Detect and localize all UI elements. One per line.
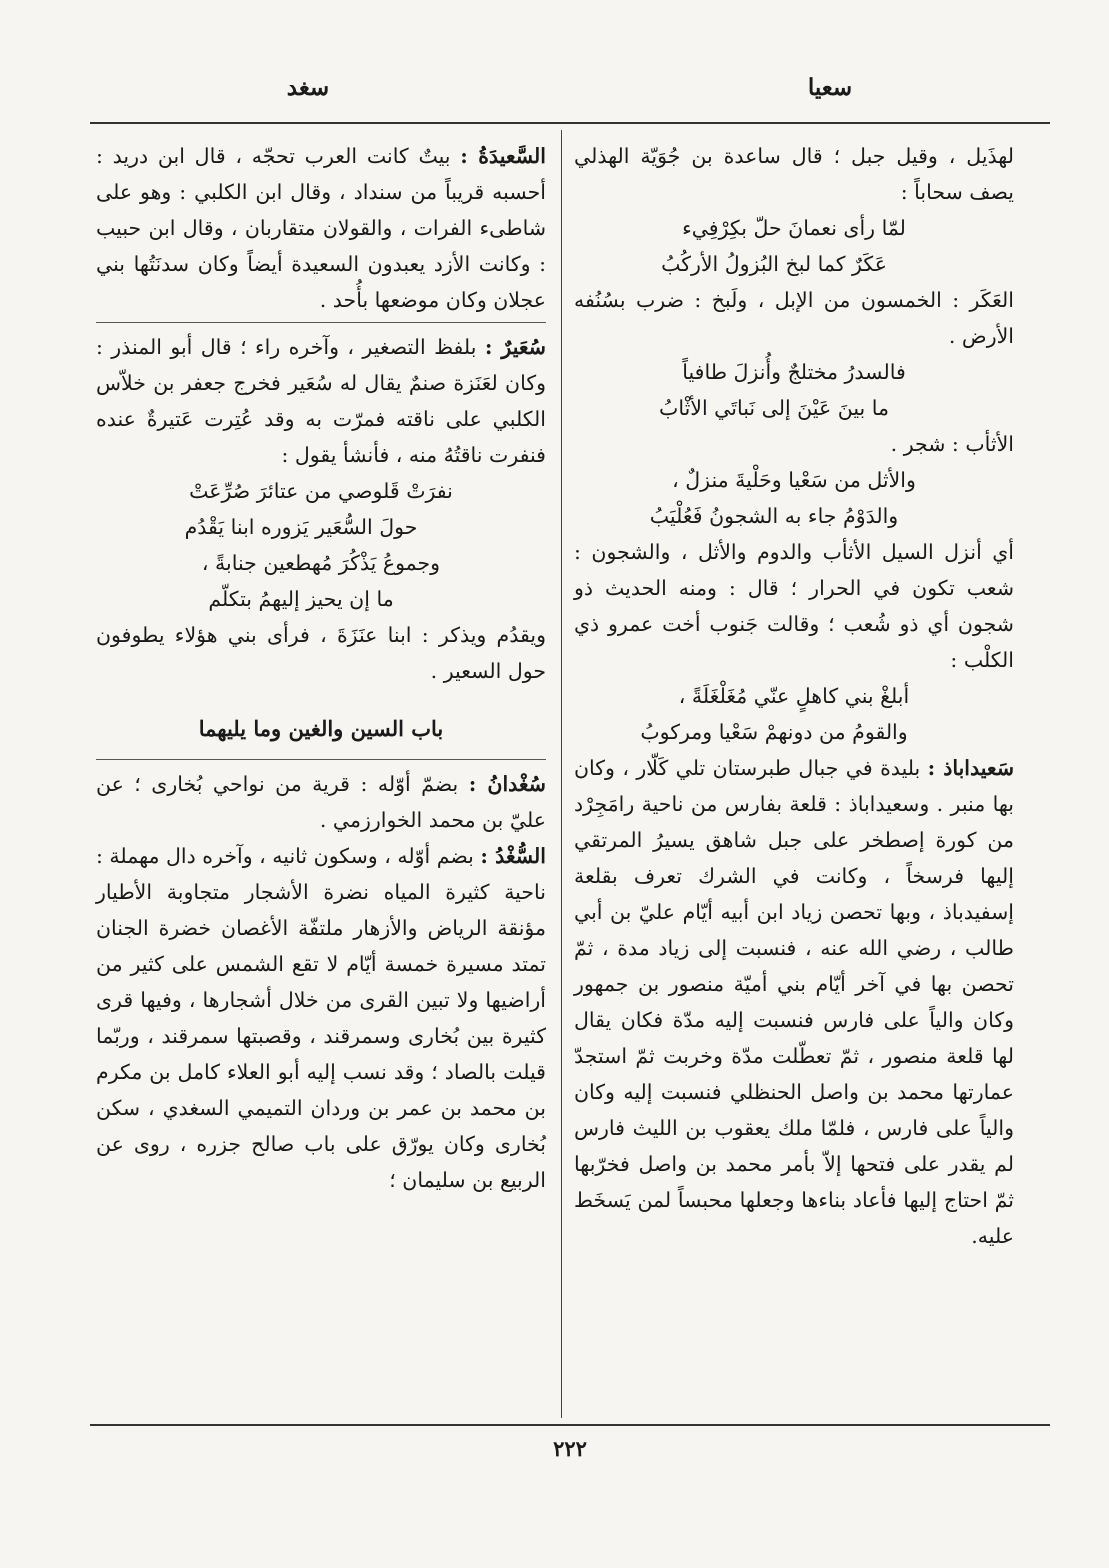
paragraph: لهذَيل ، وقيل جبل ؛ قال ساعدة بن جُوَيّة الهذلي يصف سحاباً : [574, 144, 1014, 204]
paragraph: الأثأب : شجر . [890, 432, 1014, 456]
entry-headword: سُعَيرٌ : [484, 335, 546, 359]
entry-separator [96, 322, 546, 323]
verse-line: فالسدرُ مختلجٌ وأُنزلَ طافياً [682, 360, 906, 384]
verse-line: والدَوْمُ جاء به الشجونُ فَعُلْيَبُ [649, 504, 899, 528]
verse-line: وجموعُ يَذْكُرَ مُهطعين جنابةً ، [201, 551, 441, 575]
dictionary-entry [96, 838, 546, 1198]
verse-line: والأثل من سَعْيا وحَلْيةَ منزلٌ ، [672, 468, 916, 492]
top-rule [90, 122, 1050, 124]
verse-line: ما بينَ عَيْنَ إلى نَباتَي الأثْابُ [659, 396, 889, 420]
verse-line: والقومُ من دونهمْ سَعْيا ومركوبُ [640, 720, 908, 744]
verse-line: عَكَرٌ كما لبخ البُزولُ الأركُبُ [661, 252, 887, 276]
paragraph: ويقدُم ويذكر : ابنا عنَزَةَ ، فرأى بني هؤلاء يطوفون حول السعير . [96, 623, 546, 683]
entry-headword: السُّغْدُ : [480, 844, 546, 868]
verse-line: حولَ السُّعَير يَزوره ابنا يَقْدُم [184, 515, 418, 539]
dictionary-entry [574, 750, 1014, 1254]
verse-line: نفرَتْ قَلوصي من عتائرَ صُرِّعَتْ [189, 479, 453, 503]
left-column [96, 138, 546, 1198]
entry-body: بضم أوّله ، وسكون ثانيه ، وآخره دال مهملة : ناحية كثيرة المياه نضرة الأشجار متجاوبة الأطيار مؤنقة الرياض والأزهار ملتفّة الأغصان خضرة الجنان تمتد مسيرة خمسة أيّام لا تقع الشمس على كثير من أراضيها ولا تبين القرى من خلال أشجارها ، وفيها قرى كثيرة بين بُخارى وسمرقند ، وقصبتها سمرقند ، وربّما قيلت بالصاد ؛ وقد نسب إليه أبو العلاء كامل بن مكرم بن محمد بن عمر بن وردان التميمي السغدي ، سكن بُخارى وكان يورّق على باب صالح جزره ، روى عن الربيع بن سليمان ؛ [96, 844, 546, 1192]
entry-headword: السَّعيدَةُ : [460, 144, 546, 168]
entry-headword: سَعيداباذ : [927, 756, 1014, 780]
dictionary-entry [96, 138, 546, 318]
paragraph: العَكَر : الخمسون من الإبل ، ولَبخ : ضرب بسُنُفه الأرض . [574, 288, 1014, 348]
entry-body: بلفظ التصغير ، وآخره راء ؛ قال أبو المنذر : وكان لعَنَزة صنمٌ يقال له سُعَير فخرج جعفر بن خلاّس الكلبي على ناقته فمرّت به وقد عُتِرت عَتيرةٌ عنده فنفرت ناقتُهُ منه ، فأنشأ يقول : [96, 335, 546, 467]
running-head-right: سعيا [807, 74, 853, 101]
entry-headword: سُغْدانُ : [468, 772, 546, 796]
running-head-left: سغد [286, 74, 330, 101]
entry-body: بليدة في جبال طبرستان تلي كَلّار ، وكان بها منبر . وسعيداباذ : قلعة بفارس من ناحية رامَجِرْد من كورة إصطخر على جبل شاهق يسيرُ المرتقي إليها فرسخاً ، وكانت في الشرك تعرف بقلعة إسفيدباذ ، وبها تحصن زياد ابن أبيه أيّام عليّ بن أبي طالب ، رضي الله عنه ، فنسبت إلى زياد مدة ، ثمّ تحصن بها في آخر أيّام بني أميّة منصور بن جمهور وكان والياً على فارس فنسبت إليه مدّة فكان يقال لها قلعة منصور ، ثمّ تعطّلت مدّة وخربت ثمّ استجدّ عمارتها محمد بن واصل الحنظلي فنسبت إليه وكان والياً على فارس ، فلمّا ملك يعقوب بن الليث فارس لم يقدر على فتحها إلاّ بأمر محمد بن واصل فخرّبها ثمّ احتاج إليها فأعاد بناءها وجعلها محبساً لمن يَسخَط عليه. [574, 756, 1014, 1248]
dictionary-entry [96, 766, 546, 838]
verse-line: أبلغْ بني كاهلٍ عنّي مُغَلْغَلَةً ، [678, 684, 910, 708]
paragraph: أي أنزل السيل الأثأب والدوم والأثل ، والشجون : شعب تكون في الحرار ؛ قال : ومنه الحديث ذو شجون أي ذو شُعب ؛ وقالت جَنوب أخت عمرو ذي الكلْب : [574, 540, 1014, 672]
entry-body: بضمّ أوّله : قرية من نواحي بُخارى ؛ عن عليّ بن محمد الخوارزمي . [96, 772, 546, 832]
page-number: ٢٢٢ [553, 1436, 587, 1461]
column-divider [561, 130, 562, 1418]
verse-line: ما إن يحيز إليهمُ بتكلّم [208, 587, 394, 611]
entry-body: بيتٌ كانت العرب تحجّه ، قال ابن دريد : أحسبه قريباً من سنداد ، وقال ابن الكلبي : وهو على شاطىء الفرات ، والقولان متقاربان ، وقال ابن حبيب : وكانت الأزد يعبدون السعيدة أيضاً وكان سدنَتُها بني عجلان وكان موضعها بأُحد . [96, 144, 546, 312]
bottom-rule [90, 1424, 1050, 1426]
right-column [574, 138, 1014, 1254]
verse-line: لمّا رأى نعمانَ حلّ بكِرْفِيء [682, 216, 906, 240]
dictionary-entry [96, 329, 546, 473]
section-separator [96, 759, 546, 760]
section-title: باب السين والغين وما يليهما [198, 716, 444, 741]
